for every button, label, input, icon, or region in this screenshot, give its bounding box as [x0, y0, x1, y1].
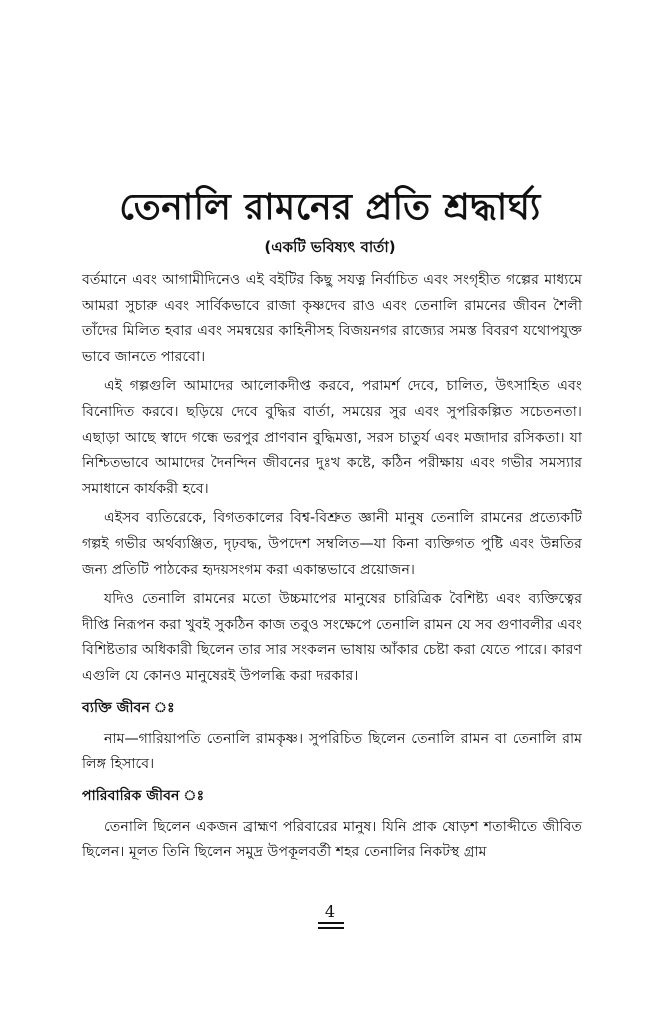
intro-paragraph-4: যদিও তেনালি রামনের মতো উচ্চমাপের মানুষের চারিত্রিক বৈশিষ্ট্য এবং ব্যক্তিত্বের দীপ্তি নিরূপন করা খুবই সুকঠিন কাজ তবুও সংক্ষেপে তেনালি রামন যে সব গুণাবলীর এবং বিশিষ্টতার অধিকারী ছিলেন তার সার সংকলন ভাষায় আঁকার চেষ্টা করা যেতে পারে। কারণ এগুলি যে কোনও মানুষেরই উপলব্ধি করা দরকার। — [82, 591, 582, 684]
section-text-personal-life: নাম—গারিয়াপতি তেনালি রামকৃষ্ণ। সুপরিচিত ছিলেন তেনালি রামন বা তেনালি রাম লিঙ্গ হিসাবে। — [82, 730, 582, 773]
page-number: 4 — [324, 902, 336, 921]
page-number-underline-1 — [318, 922, 344, 924]
section-heading-personal-life: ব্যক্তি জীবন ঃ — [82, 699, 175, 716]
section-heading-family-life: পারিবারিক জীবন ঃ — [82, 787, 205, 804]
section-text-family-life: তেনালি ছিলেন একজন ব্রাহ্মণ পরিবারের মানুষ। যিনি প্রাক ষোড়শ শতাব্দীতে জীবিত ছিলেন। মূলত তিনি ছিলেন সমুদ্র উপকূলবর্তী শহর তেনালির নিকটস্থ গ্রাম — [82, 818, 582, 861]
intro-paragraph-3: এইসব ব্যতিরেকে, বিগতকালের বিশ্ব-বিশ্রুত জ্ঞানী মানুষ তেনালি রামনের প্রত্যেকটি গল্পই গভীর অর্থব্যঞ্জিত, দৃঢ়বদ্ধ, উপদেশ সম্বলিত—যা কিনা ব্যক্তিগত পুষ্টি এবং উন্নতির জন্য প্রতিটি পাঠকের হৃদয়সংগম করা একান্তভাবে প্রয়োজন। — [82, 510, 582, 578]
page-body — [82, 268, 582, 870]
intro-paragraph-1: বর্তমানে এবং আগামীদিনেও এই বইটির কিছু সযত্ন নির্বাচিত এবং সংগৃহীত গল্পের মাধ্যমে আমরা সুচারু এবং সার্বিকভাবে রাজা কৃষ্ণদেব রাও এবং তেনালি রামনের জীবন শৈলী তাঁদের মিলিত হবার এবং সমন্বয়ের কাহিনীসহ বিজয়নগর রাজ্যের সমস্ত বিবরণ যথোপযুক্ত ভাবে জানতে পারবো। — [82, 272, 582, 365]
chapter-title: তেনালি রামনের প্রতি শ্রদ্ধার্ঘ্য — [119, 187, 541, 228]
chapter-subtitle: (একটি ভবিষ্যৎ বার্তা) — [264, 238, 396, 256]
intro-paragraph-2: এই গল্পগুলি আমাদের আলোকদীপ্ত করবে, পরামর্শ দেবে, চালিত, উৎসাহিত এবং বিনোদিত করবে। ছড়িয়ে দেবে বুদ্ধির বার্তা, সময়ের সুর এবং সুপরিকল্পিত সচেতনতা। এছাড়া আছে স্বাদে গন্ধে ভরপুর প্রাণবান বুদ্ধিমত্তা, সরস চাতুর্য এবং মজাদার রসিকতা। যা নিশ্চিতভাবে আমাদের দৈনন্দিন জীবনের দুঃখ কষ্টে, কঠিন পরীক্ষায় এবং গভীর সমস্যার সমাধানে কার্যকরী হবে। — [82, 378, 582, 497]
page-number-underline-2 — [318, 927, 344, 929]
